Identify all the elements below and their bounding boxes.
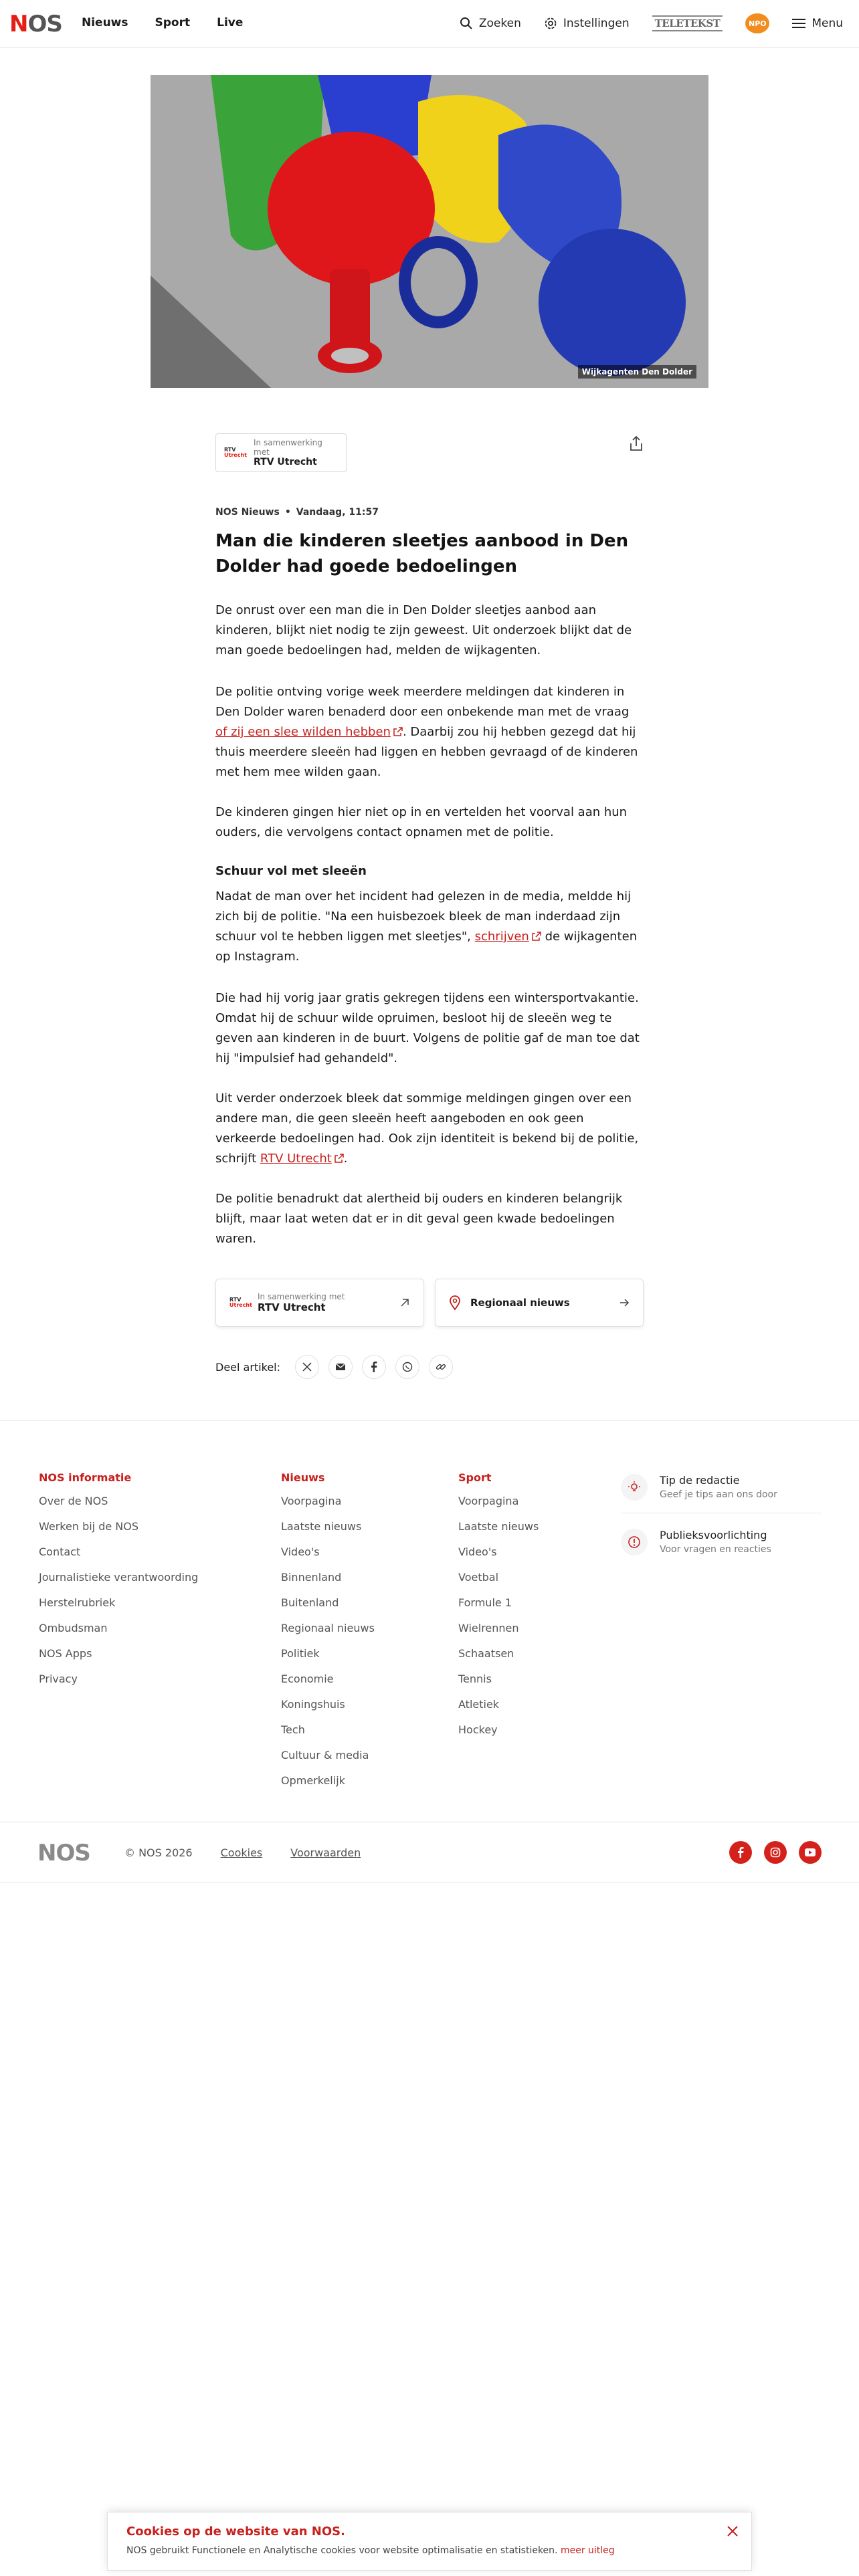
site-header [0, 0, 859, 48]
external-link-icon [335, 1154, 344, 1163]
footer-link[interactable]: Over de NOS [39, 1495, 108, 1507]
subheading: Schuur vol met sleeën [215, 864, 367, 878]
close-icon [723, 2522, 742, 2541]
article-source: NOS Nieuws [215, 507, 280, 518]
footer-link[interactable]: Koningshuis [281, 1698, 345, 1711]
footer-link[interactable]: Schaatsen [458, 1647, 514, 1660]
nav-sport[interactable]: Sport [155, 16, 191, 29]
facebook-link[interactable] [729, 1841, 752, 1864]
share-button[interactable] [628, 435, 645, 452]
mail-icon [335, 1363, 346, 1371]
footer-link[interactable]: Atletiek [458, 1698, 500, 1711]
share-whatsapp-button[interactable] [395, 1355, 419, 1379]
hero-image [151, 75, 708, 388]
npo-logo[interactable]: NPO [745, 13, 769, 33]
main-nav [82, 16, 243, 29]
menu-button[interactable]: Menu [792, 17, 843, 30]
article-title: Man die kinderen sleetjes aanbood in Den Dolder had goede bedoelingen [215, 531, 629, 576]
share-copy-link-button[interactable] [429, 1355, 453, 1379]
footer-link[interactable]: Formule 1 [458, 1596, 512, 1609]
footer-link[interactable]: Voorpagina [458, 1495, 519, 1507]
footer-link[interactable]: Video's [281, 1545, 320, 1558]
teletekst-link[interactable]: TELETEKST [652, 15, 723, 31]
article-time: Vandaag, 11:57 [296, 507, 379, 518]
paragraph-1: De onrust over een man die in Den Dolder sleetjes aanbod aan kinderen, blijkt niet nodig te zijn geweest. Uit onderzoek blijkt dat de man goede bedoelingen had, melden de wijkagenten. [215, 603, 632, 657]
collab-card[interactable]: RTV Utrecht In samenwerking met RTV Utrecht [215, 1279, 424, 1327]
footer-link[interactable]: Economie [281, 1673, 334, 1685]
publieksvoorlichting-link[interactable]: Publieksvoorlichting Voor vragen en reacties [621, 1529, 771, 1555]
rtv-utrecht-logo: RTV Utrecht [229, 1297, 252, 1308]
footer-col-nieuws: Nieuws Voorpagina Laatste nieuws Video's Binnenland Buitenland Regionaal nieuws Politiek Economie Koningshuis Tech Cultuur & media Opmerkelijk [281, 1471, 375, 1794]
article-meta: NOS Nieuws • Vandaag, 11:57 [215, 507, 379, 518]
cookie-banner [107, 2512, 752, 2571]
location-pin-icon [449, 1295, 461, 1310]
youtube-icon [804, 1848, 816, 1857]
share-icon [628, 435, 645, 452]
tip-redactie-link[interactable]: Tip de redactie Geef je tips aan ons door [621, 1474, 822, 1513]
search-button[interactable]: Zoeken [460, 17, 521, 30]
rtv-utrecht-logo: RTV Utrecht [224, 447, 247, 458]
footer-link[interactable]: Ombudsman [39, 1622, 108, 1634]
footer-link[interactable]: Contact [39, 1545, 81, 1558]
footer-link[interactable]: Opmerkelijk [281, 1774, 345, 1787]
slee-link[interactable]: of zij een slee wilden hebben [215, 725, 391, 739]
share-email-button[interactable] [328, 1355, 353, 1379]
footer-col-sport: Sport Voorpagina Laatste nieuws Video's Voetbal Formule 1 Wielrennen Schaatsen Tennis Atletiek Hockey [458, 1471, 539, 1743]
x-icon [302, 1362, 312, 1372]
external-link-icon [532, 932, 541, 941]
settings-button[interactable]: Instellingen [544, 17, 630, 30]
cookie-more-link[interactable]: meer uitleg [560, 2545, 615, 2556]
hamburger-icon [792, 18, 805, 29]
photo-credit: Wijkagenten Den Dolder [578, 365, 696, 379]
footer-col-nos-informatie: NOS informatie Over de NOS Werken bij de NOS Contact Journalistieke verantwoording Herstelrubriek Ombudsman NOS Apps Privacy [39, 1471, 198, 1692]
paragraph-2: De politie ontving vorige week meerdere meldingen dat kinderen in Den Dolder waren benaderd door een onbekende man met de vraag of zij een slee wilden hebben . Daarbij zou hij hebben gezegd dat hij thuis meerdere sleeën had liggen en hebben gevraagd of de kinderen met hem mee wilden gaan. [215, 685, 638, 779]
facebook-icon [371, 1362, 377, 1372]
gear-icon [544, 17, 557, 30]
arrow-right-icon [619, 1297, 630, 1308]
footer-link[interactable]: Video's [458, 1545, 497, 1558]
link-icon [436, 1362, 446, 1372]
facebook-icon [737, 1847, 744, 1858]
search-icon [460, 17, 473, 30]
paragraph-4: Nadat de man over het incident had gelezen in de media, meldde hij zich bij de politie. "Na een huisbezoek bleek de man inderdaad zijn schuur vol te hebben liggen met sleetjes", schrijven de wijkagenten op Instagram. [215, 889, 638, 964]
instagram-icon [770, 1847, 781, 1858]
paragraph-3: De kinderen gingen hier niet op in en vertelden het voorval aan hun ouders, die vervolgens contact opnamen met de politie. [215, 805, 628, 839]
rtv-utrecht-link[interactable]: RTV Utrecht [260, 1152, 332, 1166]
footer-link[interactable]: Herstelrubriek [39, 1596, 116, 1609]
footer-link[interactable]: Cultuur & media [281, 1749, 369, 1761]
whatsapp-icon [402, 1362, 413, 1372]
arrow-up-right-icon [399, 1297, 410, 1308]
footer-link[interactable]: Laatste nieuws [281, 1520, 362, 1533]
cookies-link[interactable]: Cookies [220, 1846, 263, 1859]
nav-nieuws[interactable]: Nieuws [82, 16, 128, 29]
footer-link[interactable]: Privacy [39, 1673, 78, 1685]
nos-logo[interactable]: NOS [9, 11, 62, 37]
cookie-close-button[interactable] [723, 2522, 742, 2541]
youtube-link[interactable] [799, 1841, 822, 1864]
footer-link[interactable]: Voorpagina [281, 1495, 342, 1507]
paragraph-6: Uit verder onderzoek bleek dat sommige meldingen gingen over een andere man, die geen sleeën heeft aangeboden en ook geen verkeerde bedoelingen had. Ook zijn identiteit is bekend bij de politie, schrijft RTV Utrecht . [215, 1091, 639, 1166]
paragraph-7: De politie benadrukt dat alertheid bij ouders en kinderen belangrijk blijft, maar laat weten dat er in dit geval geen kwade bedoelingen waren. [215, 1192, 623, 1246]
terms-link[interactable]: Voorwaarden [290, 1846, 361, 1859]
footer-link[interactable]: Journalistieke verantwoording [39, 1571, 199, 1584]
info-icon [621, 1529, 648, 1555]
copyright: © NOS 2026 [124, 1846, 193, 1859]
footer-link[interactable]: Tech [281, 1723, 305, 1736]
footer-link[interactable]: Tennis [458, 1673, 492, 1685]
footer-link[interactable]: Hockey [458, 1723, 498, 1736]
sleds-photo [151, 75, 708, 388]
footer-link[interactable]: Binnenland [281, 1571, 342, 1584]
nav-live[interactable]: Live [217, 16, 244, 29]
footer-nos-logo[interactable]: NOS [37, 1840, 90, 1866]
footer-link[interactable]: Regionaal nieuws [281, 1622, 375, 1634]
cookie-text: NOS gebruikt Functionele en Analytische cookies voor website optimalisatie en statistieken. meer uitleg [126, 2545, 615, 2556]
cookie-title: Cookies op de website van NOS. [126, 2525, 345, 2539]
footer-link[interactable]: Buitenland [281, 1596, 339, 1609]
instagram-link[interactable] [764, 1841, 787, 1864]
share-row: Deel artikel: [215, 1355, 453, 1379]
footer-link[interactable]: Voetbal [458, 1571, 499, 1584]
share-facebook-button[interactable] [362, 1355, 386, 1379]
external-link-icon [393, 727, 403, 736]
footer-bottom [0, 1822, 859, 1883]
regional-news-card[interactable]: Regionaal nieuws [435, 1279, 644, 1327]
share-x-button[interactable] [295, 1355, 319, 1379]
footer-link[interactable]: Laatste nieuws [458, 1520, 539, 1533]
paragraph-5: Die had hij vorig jaar gratis gekregen tijdens een wintersportvakantie. Omdat hij de schuur wilde opruimen, besloot hij de sleeën weg te geven aan kinderen in de buurt. Volgens de politie gaf de man toe dat hij "impulsief had gehandeld". [215, 991, 640, 1065]
instagram-link[interactable]: schrijven [474, 930, 529, 944]
lightbulb-icon [621, 1474, 648, 1501]
collab-badge[interactable]: RTV Utrecht In samenwerking met RTV Utrecht [215, 433, 347, 472]
footer-link[interactable]: Werken bij de NOS [39, 1520, 139, 1533]
footer-link[interactable]: Wielrennen [458, 1622, 519, 1634]
footer-link[interactable]: Politiek [281, 1647, 320, 1660]
footer-link[interactable]: NOS Apps [39, 1647, 92, 1660]
